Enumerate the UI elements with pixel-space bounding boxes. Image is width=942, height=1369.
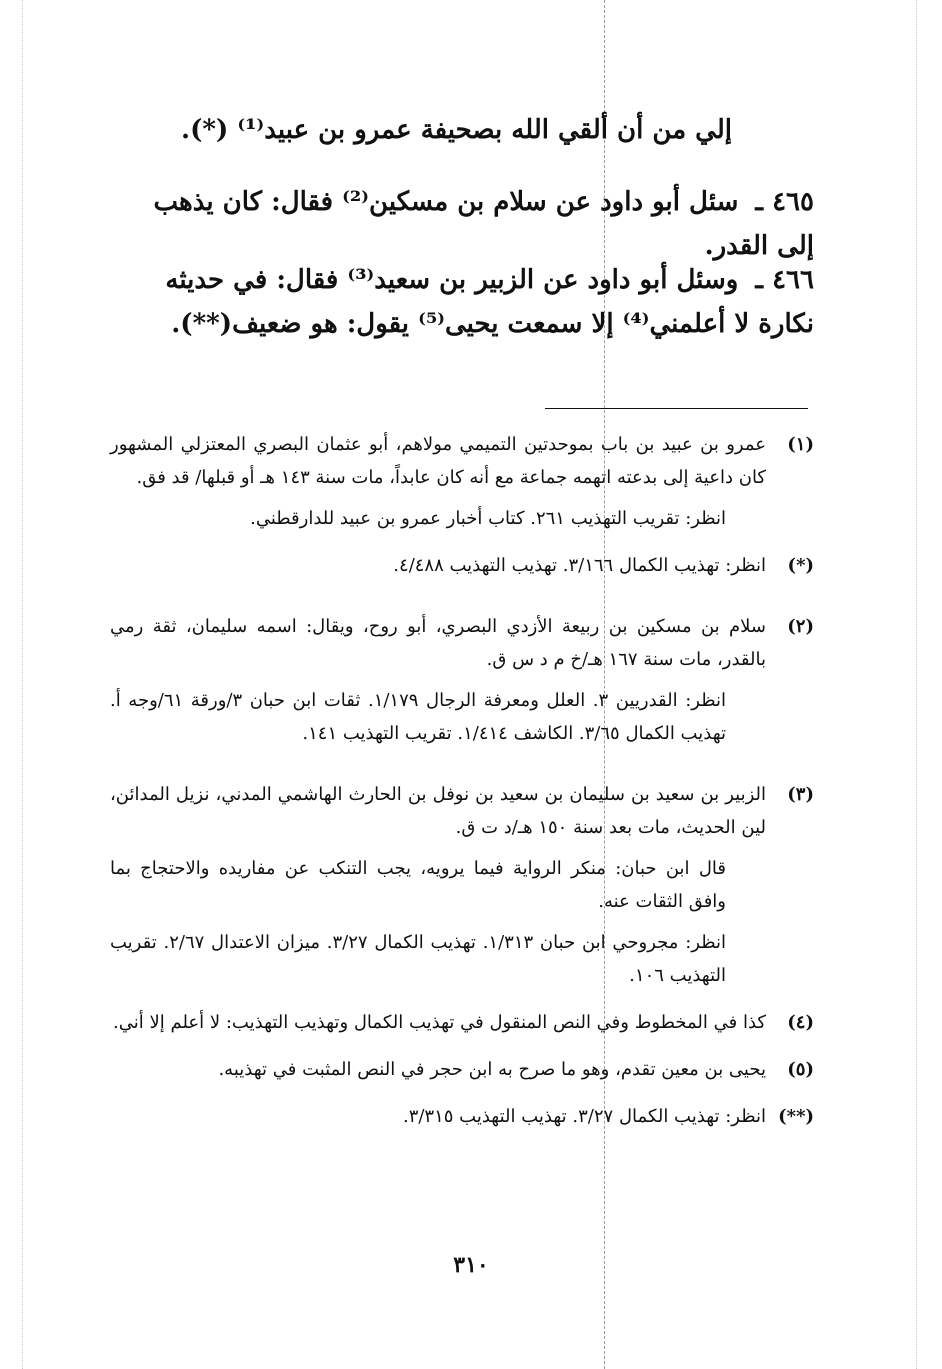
footnote-quote: قال ابن حبان: منكر الرواية فيما يرويه، يجب التنكب عن مفاريده والاحتجاج بما وافق الثقات عنه. xyxy=(110,858,726,912)
intro-line: إلي من أن ألقي الله بصحيفة عمرو بن عبيد⁽¹⁾ (*). xyxy=(181,115,732,145)
scan-edge-left xyxy=(22,0,23,1369)
footnote-marker: (٣) xyxy=(787,784,814,805)
footnote-separator xyxy=(545,408,808,409)
entry-465 xyxy=(120,180,814,268)
footnote-paragraph: الزبير بن سعيد بن سليمان بن سعيد بن نوفل بن الحارث الهاشمي المدني، نزيل المدائن، لين الحديث، مات بعد سنة ١٥٠ هـ/د ت ق. xyxy=(110,784,766,838)
footnote-paragraph: انظر: تهذيب الكمال ٣/١٦٦. تهذيب التهذيب ٤/٤٨٨. xyxy=(393,555,766,576)
footnote-paragraph: انظر: تهذيب الكمال ٣/٢٧. تهذيب التهذيب ٣/٣١٥. xyxy=(402,1106,766,1127)
footnotes xyxy=(110,428,814,1147)
page-number: ٣١٠ xyxy=(453,1252,489,1278)
footnote-3 xyxy=(110,778,814,1000)
footnote-reference: انظر: تقريب التهذيب ٢٦١. كتاب أخبار عمرو بن عبيد للدارقطني. xyxy=(250,508,726,529)
footnote-body xyxy=(110,778,766,1000)
footnote-1 xyxy=(110,428,814,543)
footnote-body xyxy=(110,610,766,758)
entry-number: ٤٦٥ ـ xyxy=(755,187,814,217)
footnote-marker: (٢) xyxy=(787,616,814,637)
scan-edge-right xyxy=(916,0,917,1369)
entry-466 xyxy=(120,258,814,346)
footnote-marker: (*) xyxy=(787,555,814,576)
footnote-marker: (١) xyxy=(787,434,814,455)
footnote-reference: انظر: مجروحي ابن حبان ١/٣١٣. تهذيب الكمال ٣/٢٧. ميزان الاعتدال ٢/٦٧. تقريب التهذيب ١٠٦. xyxy=(110,932,726,986)
footnote-body xyxy=(110,1100,766,1141)
footnote-paragraph: كذا في المخطوط وفي النص المنقول في تهذيب الكمال وتهذيب التهذيب: لا أعلم إلا أني. xyxy=(113,1012,766,1033)
footnote-star xyxy=(110,549,814,590)
footnote-body xyxy=(110,1053,766,1094)
footnote-paragraph: عمرو بن عبيد بن باب بموحدتين التميمي مولاهم، أبو عثمان البصري المعتزلي المشهور كان داعية إلى بدعته اتهمه جماعة مع أنه كان عابداً، مات سنة ١٤٣ هـ أو قبلها/ قد فق. xyxy=(110,434,766,488)
footnote-body xyxy=(110,428,766,543)
footnote-5 xyxy=(110,1053,814,1094)
footnote-body xyxy=(110,1006,766,1047)
footnote-marker: (٥) xyxy=(787,1059,814,1080)
entry-text: سئل أبو داود عن سلام بن مسكين⁽²⁾ فقال: كان يذهب إلى القدر. xyxy=(153,187,814,261)
footnote-body xyxy=(110,549,766,590)
footnote-marker: (٤) xyxy=(787,1012,814,1033)
footnote-marker: (**) xyxy=(778,1106,814,1127)
entry-text: وسئل أبو داود عن الزبير بن سعيد⁽³⁾ فقال: في حديثه نكارة لا أعلمني⁽⁴⁾ إلا سمعت يحيى⁽⁵⁾ يقول: هو ضعيف(**). xyxy=(165,265,814,339)
footnote-paragraph: سلام بن مسكين بن ربيعة الأزدي البصري، أبو روح، ويقال: اسمه سليمان، ثقة رمي بالقدر، مات سنة ١٦٧ هـ/خ م د س ق. xyxy=(110,616,766,670)
footnote-double-star xyxy=(110,1100,814,1141)
footnote-paragraph: يحيى بن معين تقدم، وهو ما صرح به ابن حجر في النص المثبت في تهذيبه. xyxy=(218,1059,766,1080)
entry-number: ٤٦٦ ـ xyxy=(755,265,814,295)
footnote-4 xyxy=(110,1006,814,1047)
footnote-2 xyxy=(110,610,814,758)
footnote-reference: انظر: القدريين ٣. العلل ومعرفة الرجال ١/١٧٩. ثقات ابن حبان ٣/ورقة ٦١/وجه أ. تهذيب الكمال ٣/٦٥. الكاشف ١/٤١٤. تقريب التهذيب ١٤١. xyxy=(110,690,726,744)
